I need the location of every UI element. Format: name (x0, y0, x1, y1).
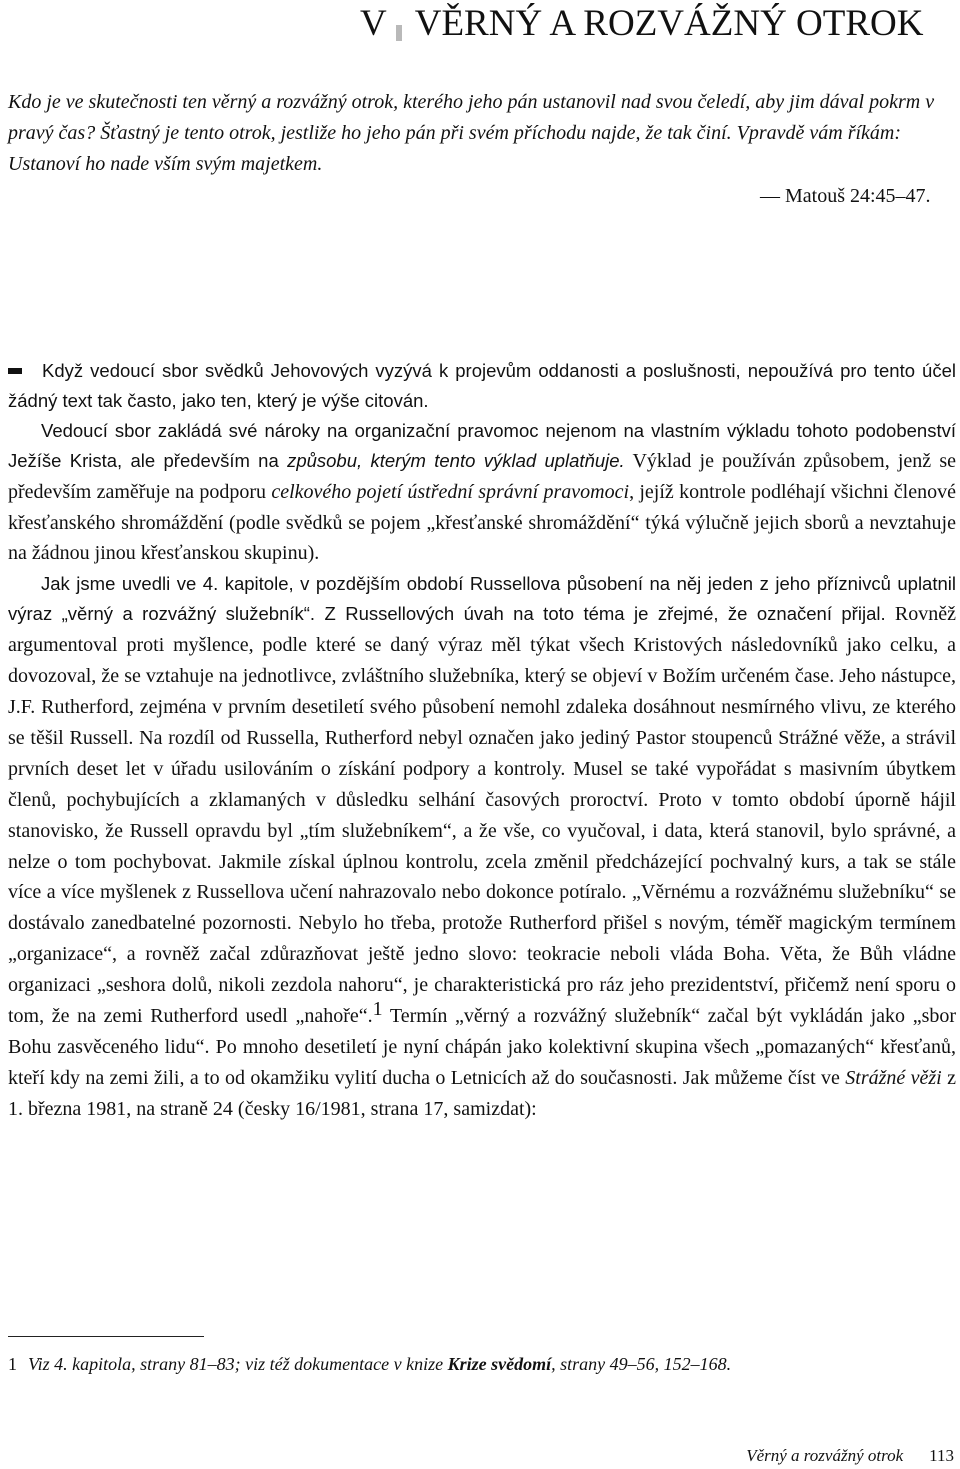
footnote-reference[interactable]: 1 (372, 998, 383, 1021)
chapter-number: V (360, 3, 387, 44)
chapter-title (360, 2, 960, 46)
motto-quote: Kdo je ve skutečnosti ten věrný a rozvážný otrok, kterého jeho pán ustanovil nad svou čeledí, aby jim dával pokrm v pravý čas? Šťastný je tento otrok, jestliže ho jeho pán při svém příchodu najde, že tak činí. Vpravdě vám říkám: Ustanoví ho nade vším svým majetkem. (8, 91, 935, 175)
main-text (8, 356, 956, 1125)
paragraph-1 (8, 356, 956, 416)
paragraph-2-text-c: Výklad je používán způsobem, jenž se především zaměřuje na podporu (8, 449, 956, 503)
paragraph-3 (8, 569, 956, 1124)
footnote-number: 1 (8, 1354, 17, 1374)
footnote-divider (8, 1336, 204, 1337)
footnote-text-a: Viz 4. kapitola, strany 81–83; viz též dokumentace v knize (28, 1354, 448, 1374)
paragraph-3-text-a: Jak jsme uvedli ve 4. kapitole, v pozdějším období Russellova působení na něj jeden z jeho příznivců uplatnil výraz „věrný a rozvážný služebník“. Z Russellových úvah na toto téma je zřejmé, že označení přijal. (8, 573, 956, 625)
footnote-text-b: , strany 49–56, 152–168. (551, 1354, 732, 1374)
paragraph-2 (8, 416, 956, 570)
page-footer (746, 1445, 954, 1467)
footnote (8, 1352, 958, 1376)
paragraph-2-text-e: , jejíž kontrole podléhají všichni členové křesťanského shromáždění (podle svědků se pojem „křesťanské shromáždění“ týká výlučně jejich sborů a nevztahuje na žádnou jinou křesťanskou skupinu). (8, 480, 956, 565)
running-title: Věrný a rozvážný otrok (746, 1446, 904, 1465)
paragraph-2-emphasis-1: způsobu, kterým tento výklad uplatňuje. (287, 449, 625, 471)
footnote-book-title: Krize svědomí (447, 1354, 552, 1374)
paragraph-3-text-e: z 1. března 1981, na straně 24 (česky 16/1981, strana 17, samizdat): (8, 1066, 956, 1120)
title-separator-mark (396, 25, 402, 41)
paragraph-2-emphasis-2: celkového pojetí ústřední správní pravomoci (271, 480, 630, 503)
paragraph-3-magazine-title: Strážné věži (845, 1066, 942, 1089)
chapter-title-text: VĚRNÝ A ROZVÁŽNÝ OTROK (414, 3, 924, 44)
paragraph-3-text-b: Rovněž argumentoval proti myšlence, podle které se daný výraz měl týkat všech Kristových následovníků jako celku, a dovozoval, že se vztahuje na jednotlivce, zvláštního služebníka, který se objeví v Božím určeném čase. Jeho nástupce, J.F. Rutherford, zejména v prvním desetiletí svého působení nemohl zdaleka dosáhnout nesmírného vlivu, ze kterého se těšil Russell. Na rozdíl od Russella, Rutherford nebyl označen jako jediný Pastor stoupenců Strážné věže, a strávil prvních deset let v úřadu usilováním o získání podpory a kontroly. Musel se také vypořádat s masivním úbytkem členů, pochybujících a zklamaných v důsledku selhání časových proroctví. Proto v tomto období úporně hájil stanovisko, že Russell opravdu byl „tím služebníkem“, a že vše, co vyučoval, i data, která stanovil, bylo správné, a nelze o tom pochybovat. Jakmile získal úplnou kontrolu, zcela změnil předcházející pochvalný kurs, a tak se stále více a více myšlenek z Russellova učení nahrazovalo nebo dokonce potíralo. „Věrnému a rozvážnému služebníku“ se dostávalo zanedbatelné pozornosti. Nebylo ho třeba, protože Rutherford přišel s novým, téměř magickým termínem „organizace“, a rovněž začal zdůrazňovat ještě jedno slovo: teokracie neboli vláda Boha. Věta, že Bůh vládne organizaci „seshora dolů, nikoli zezdola nahoru“, je charakteristická pro ráz jeho prezidentství, přičemž není sporu o tom, že na zemi Rutherford usedl „nahoře“. (8, 603, 956, 1028)
paragraph-1-text: Když vedoucí sbor svědků Jehovových vyzývá k projevům oddanosti a poslušnosti, nepoužívá pro tento účel žádný text tak často, jako ten, který je výše citován. (8, 360, 956, 411)
paragraph-3-text-c: Termín „věrný a rozvážný služebník“ začal být vykládán jako „sbor Bohu zasvěceného lidu“. Po mnoho desetiletí je nyní chápán jako kolektivní skupina všech „pomazaných“ křesťanů, kteří kdy na zemi žili, a to od okamžiku vylití ducha o Letnicích až do současnosti. Jak můžeme číst ve (8, 1005, 957, 1089)
page-number: 113 (929, 1446, 954, 1465)
paragraph-2-text-a: Vedoucí sbor zakládá své nároky na organizační pravomoc nejenom na vlastním výkladu tohoto podobenství Ježíše Krista, ale především na (8, 419, 956, 471)
motto-source: — Matouš 24:45–47. (760, 185, 931, 207)
section-marker-icon (8, 368, 22, 374)
